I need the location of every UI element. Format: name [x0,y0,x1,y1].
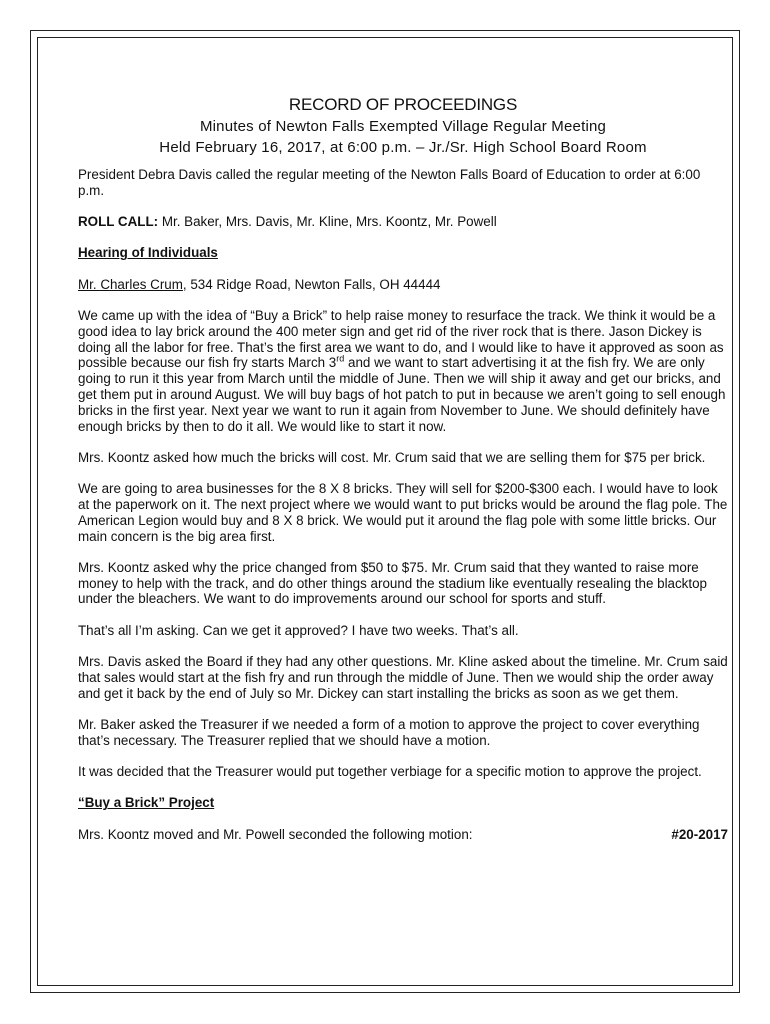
paragraph-2: Mrs. Koontz asked how much the bricks will cost. Mr. Crum said that we are selling them for $75 per brick. [78,449,706,465]
speaker-address: , 534 Ridge Road, Newton Falls, OH 44444 [182,276,441,292]
hearing-heading-text: Hearing of Individuals [78,245,218,261]
paragraph-4: Mrs. Koontz asked why the price changed from $50 to $75. Mr. Crum said that they wanted to raise more money to help with the track, and do other things around the stadium like eventually resealing the blacktop under the bleachers. We want to do improvements around our school for sports and stuff. [78,559,707,607]
ordinal-suffix: rd [336,353,345,364]
speaker-line [78,277,728,293]
document-title: RECORD OF PROCEEDINGS [288,95,518,114]
paragraph-5: That’s all I’m asking. Can we get it approved? I have two weeks. That’s all. [78,622,519,638]
meeting-date-location: Held February 16, 2017, at 6:00 p.m. – Jr./Sr. High School Board Room [159,139,647,156]
section-heading-hearing [78,245,728,261]
section-heading-project [78,795,728,811]
roll-call [78,214,728,230]
intro-paragraph: President Debra Davis called the regular meeting of the Newton Falls Board of Education to order at 6:00 p.m. [78,167,701,198]
project-heading-text: “Buy a Brick” Project [78,795,215,811]
document-content [78,94,728,858]
roll-call-label: ROLL CALL: [78,214,159,230]
paragraph-1 [78,308,728,434]
motion-number: #20-2017 [671,826,728,842]
paragraph-6: Mrs. Davis asked the Board if they had any other questions. Mr. Kline asked about the timeline. Mr. Crum said that sales would start at the fish fry and run through the middle of June. Then we would ship the order away and get it back by the end of July so Mr. Dickey can start installing the bricks as soon as we get them. [78,654,728,701]
speaker-name: Mr. Charles Crum [78,276,183,292]
paragraph-7: Mr. Baker asked the Treasurer if we needed a form of a motion to approve the project to cover everything that’s necessary. The Treasurer replied that we should have a motion. [78,716,700,748]
paragraph-1-part-1: We came up with the idea of “Buy a Brick” to help raise money to resurface the track. We think it would be a good idea to lay brick around the 400 meter sign and get rid of the river rock that is there. Jason Dickey is doing all the labor for free. That’s the first area we want to do, and I would like to have it approved as soon as possible because our fish fry starts March 3 [78,307,724,371]
paragraph-1-part-2: and we want to start advertising it at the fish fry. We are only going to run it this year from March until the middle of June. Then we will ship it away and get our bricks, and get them put in around August. We will buy bags of hot patch to put in because we aren’t going to sell enough bricks in the first year. Next year we want to run it again from November to June. We should definitely have enough bricks by then to do it all. We would like to start it now. [78,355,726,434]
roll-call-members: Mr. Baker, Mrs. Davis, Mr. Kline, Mrs. Koontz, Mr. Powell [161,214,497,230]
motion-line [78,827,728,843]
meeting-subtitle: Minutes of Newton Falls Exempted Village Regular Meeting [199,118,607,135]
paragraph-3: We are going to area businesses for the 8 X 8 bricks. They will sell for $200-$300 each. I would have to look at the paperwork on it. The next project where we would want to put bricks would be around the flag pole. The American Legion would buy and 8 X 8 brick. We would put it around the flag pole with some little bricks. Our main concern is the big area first. [78,481,728,544]
motion-text: Mrs. Koontz moved and Mr. Powell seconded the following motion: [78,826,473,842]
paragraph-8: It was decided that the Treasurer would put together verbiage for a specific motion to approve the project. [78,764,702,780]
